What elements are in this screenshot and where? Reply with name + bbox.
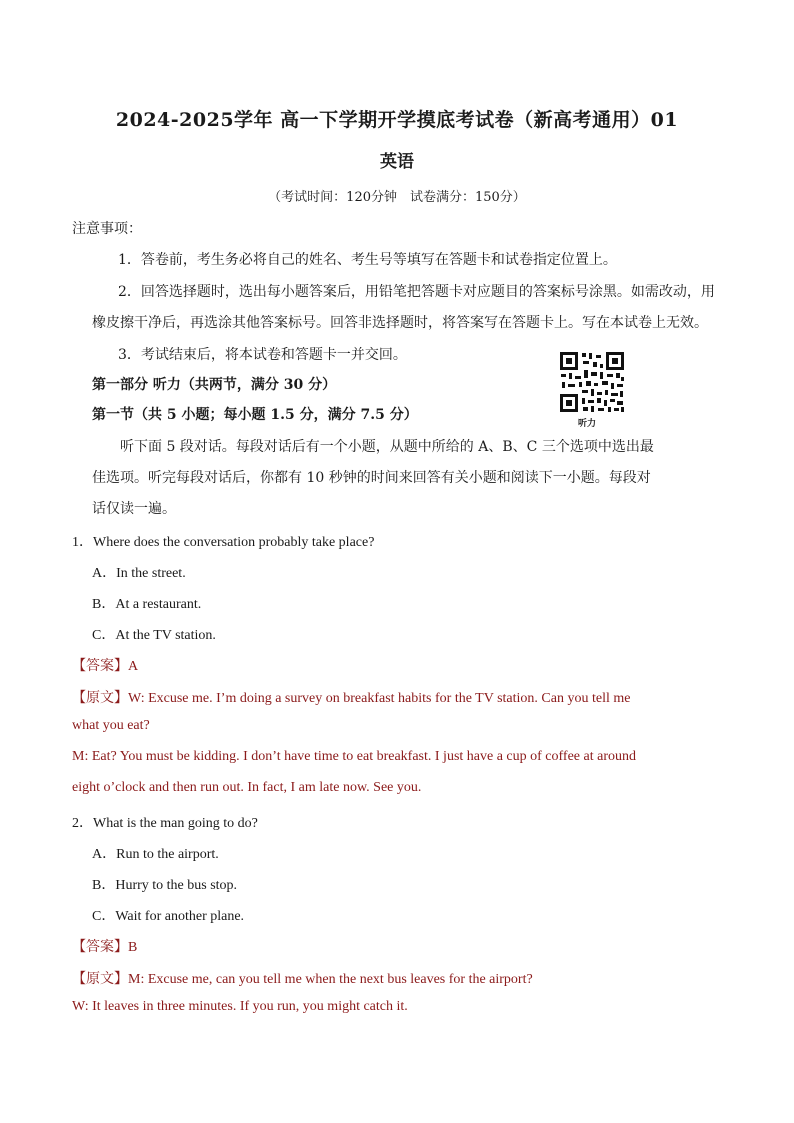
notice-item-2-line-2: 橡皮擦干净后，再选涂其他答案标号。回答非选择题时，将答案写在答题卡上。写在本试卷上无效。 xyxy=(92,315,708,331)
question-1-script-line-2: what you eat? xyxy=(72,718,150,733)
notice-item-2-line-1: 2．回答选择题时，选出每小题答案后，用铅笔把答题卡对应题目的答案标号涂黑。如需改动，用 xyxy=(118,284,715,300)
page-title: 2024-2025学年 高一下学期开学摸底考试卷（新高考通用）01 xyxy=(115,109,679,131)
part1-heading: 第一部分 听力（共两节，满分 30 分） xyxy=(92,377,337,393)
question-1-answer xyxy=(72,655,138,675)
question-1-option-b: B．At a restaurant. xyxy=(92,597,202,612)
answer-label: 【答案】 xyxy=(72,658,128,674)
script-label: 【原文】 xyxy=(72,690,128,706)
notice-heading: 注意事项： xyxy=(72,221,142,237)
question-1-script-line-4: eight o’clock and then run out. In fact, I am late now. See you. xyxy=(72,780,422,795)
script-text: W: Excuse me. I’m doing a survey on breakfast habits for the TV station. Can you tell me xyxy=(128,691,631,706)
question-1-option-c: C．At the TV station. xyxy=(92,628,216,643)
question-2-script-line-2: W: It leaves in three minutes. If you run, you might catch it. xyxy=(72,999,408,1014)
script-text: M: Excuse me, can you tell me when the next bus leaves for the airport? xyxy=(128,972,533,987)
question-2-script-line-1 xyxy=(72,968,533,988)
question-2-option-c: C．Wait for another plane. xyxy=(92,909,245,924)
answer-label: 【答案】 xyxy=(72,939,128,955)
subject-title: 英语 xyxy=(380,152,414,172)
instruction-line-2: 佳选项。听完每段对话后，你都有 10 秒钟的时间来回答有关小题和阅读下一小题。每段对 xyxy=(92,470,651,486)
question-1-option-a: A．In the street. xyxy=(92,566,186,581)
instruction-line-3: 话仅读一遍。 xyxy=(92,501,176,517)
qr-code-icon xyxy=(558,350,626,414)
qr-caption: 听力 xyxy=(578,419,597,429)
script-label: 【原文】 xyxy=(72,971,128,987)
question-1-script-line-3: M: Eat? You must be kidding. I don’t have time to eat breakfast. I just have a cup of coffee at around xyxy=(72,749,636,764)
exam-info: （考试时间：120分钟 试卷满分：150分） xyxy=(268,190,526,205)
section1-heading: 第一节（共 5 小题；每小题 1.5 分，满分 7.5 分） xyxy=(92,407,418,423)
question-2-answer xyxy=(72,936,137,956)
notice-item-3: 3．考试结束后，将本试卷和答题卡一并交回。 xyxy=(118,347,407,363)
answer-value: B xyxy=(128,940,138,955)
question-2: 2．What is the man going to do? xyxy=(72,816,258,831)
answer-value: A xyxy=(128,659,139,674)
question-2-option-b: B．Hurry to the bus stop. xyxy=(92,878,238,893)
question-1: 1．Where does the conversation probably take place? xyxy=(72,535,375,550)
instruction-line-1: 听下面 5 段对话。每段对话后有一个小题，从题中所给的 A、B、C 三个选项中选出最 xyxy=(120,439,654,455)
question-1-script-line-1 xyxy=(72,687,630,707)
notice-item-1: 1．答卷前，考生务必将自己的姓名、考生号等填写在答题卡和试卷指定位置上。 xyxy=(118,252,617,268)
question-2-option-a: A．Run to the airport. xyxy=(92,847,219,862)
